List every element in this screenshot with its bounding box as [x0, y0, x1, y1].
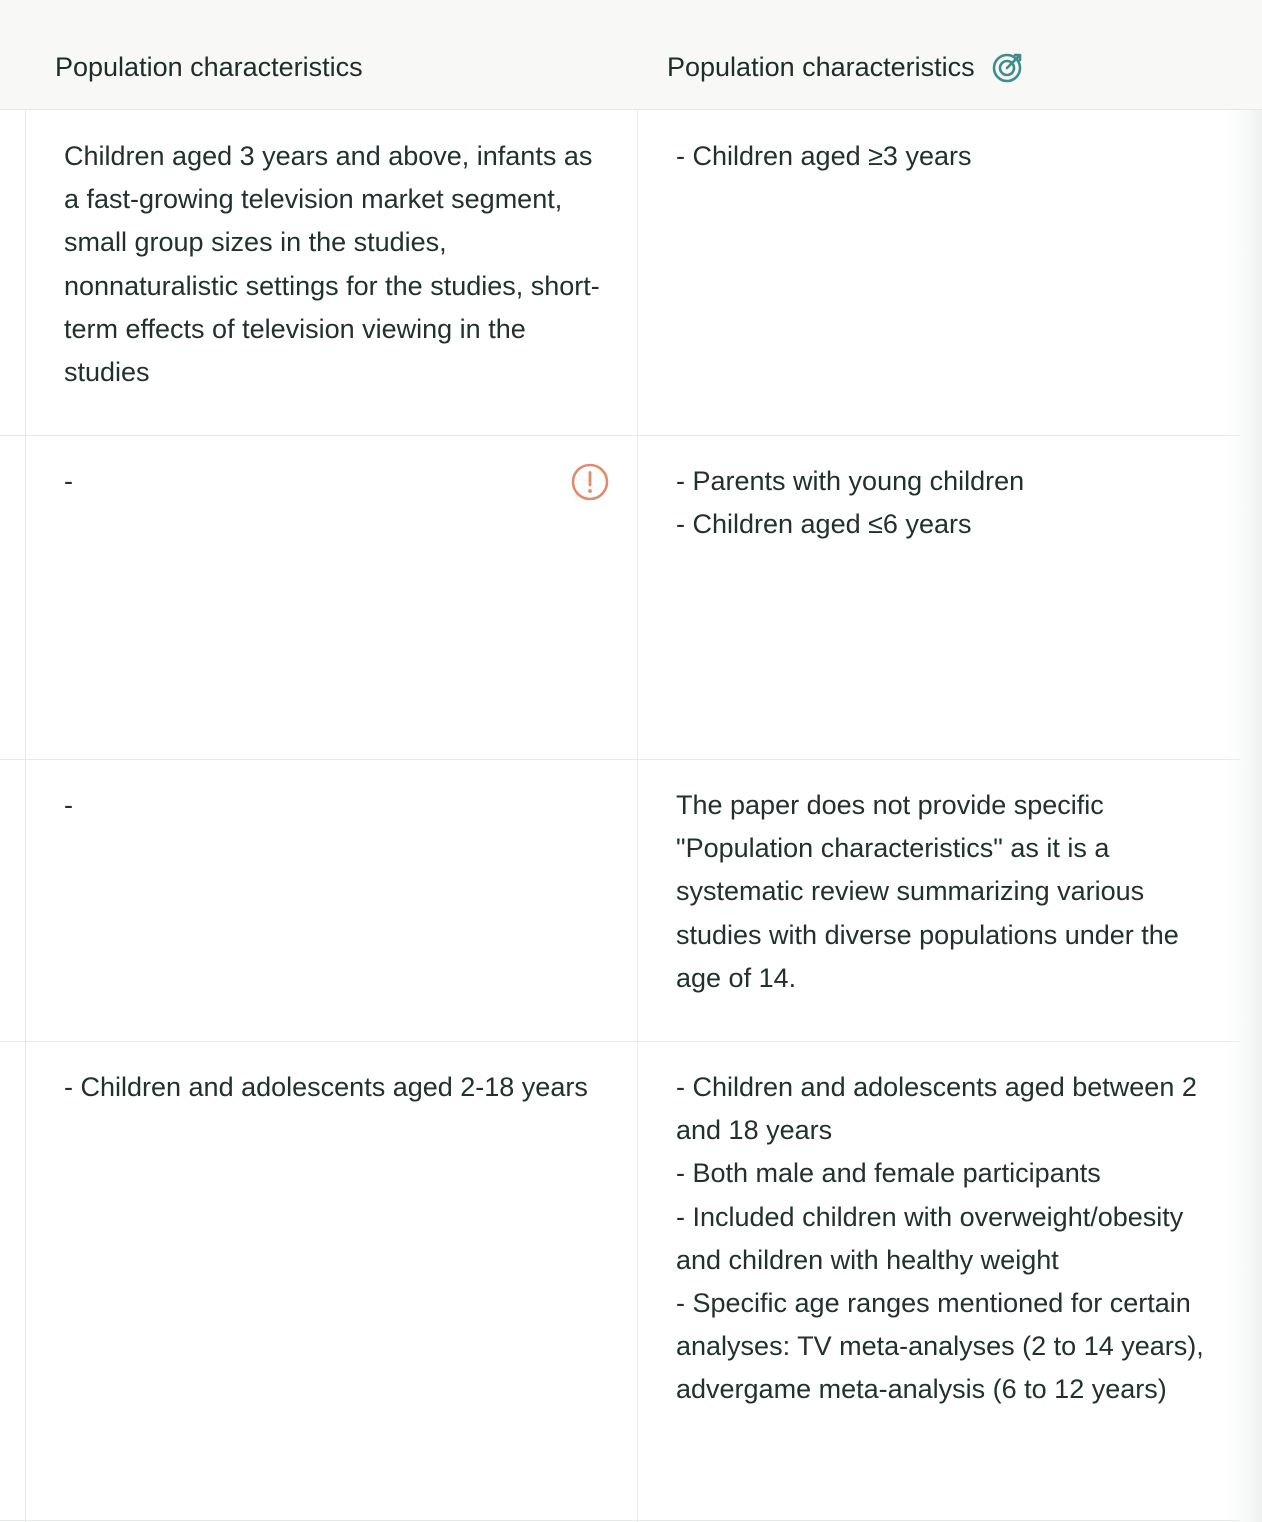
left-border — [25, 110, 26, 1522]
row-divider — [0, 759, 1240, 760]
column-header-right-label: Population characteristics — [667, 52, 975, 82]
warning-icon[interactable] — [571, 463, 609, 501]
table-cell-right[interactable]: The paper does not provide specific "Population characteristics" as it is a systematic review summarizing various studies with diverse populations under the age of 14. — [676, 790, 1179, 993]
row-divider — [0, 435, 1240, 436]
table-cell-left[interactable]: - — [64, 790, 73, 820]
column-header-left-label: Population characteristics — [55, 52, 363, 82]
column-header-right[interactable] — [667, 48, 1025, 86]
table-cell-left[interactable]: Children aged 3 years and above, infants as a fast-growing television market segment, small group sizes in the studies, nonnaturalistic settings for the studies, short-term effects of television viewing in the studies — [64, 141, 600, 388]
table-cell-right[interactable]: - Parents with young children - Children aged ≤6 years — [676, 466, 1025, 540]
target-icon[interactable] — [991, 50, 1025, 84]
row-divider — [0, 1041, 1240, 1042]
row-divider — [0, 1520, 1240, 1521]
column-header-left[interactable] — [55, 48, 363, 86]
column-divider — [637, 110, 638, 1522]
table-cell-right[interactable]: - Children and adolescents aged between 2 and 18 years - Both male and female participants - Included children with overweight/obesity and children with healthy weight - Specific age ranges mentioned for certain analyses: TV meta-analyses (2 to 14 years), advergame meta-analysis (6 to 12 years) — [676, 1072, 1204, 1405]
table-cell-right[interactable]: - Children aged ≥3 years — [676, 141, 972, 171]
scroll-shadow — [1226, 110, 1262, 1522]
table-cell-left[interactable]: - Children and adolescents aged 2-18 years — [64, 1072, 588, 1102]
table-cell-left[interactable]: - — [64, 466, 73, 496]
table-header — [0, 0, 1262, 110]
